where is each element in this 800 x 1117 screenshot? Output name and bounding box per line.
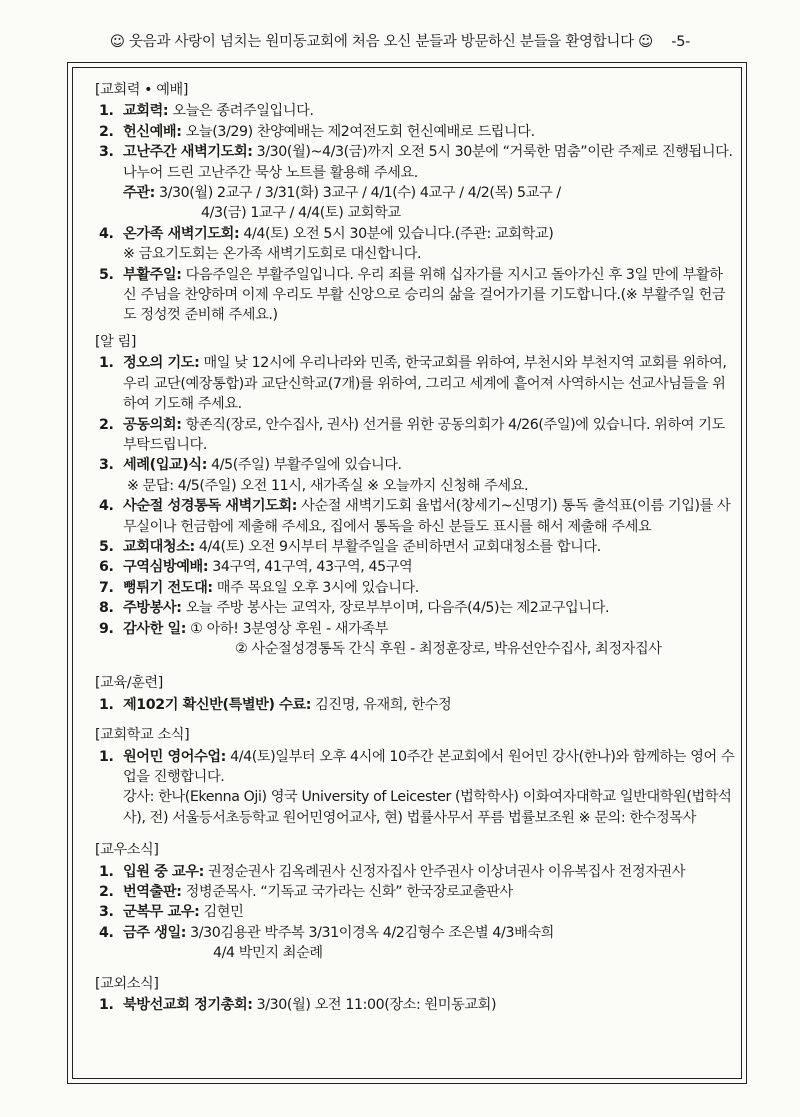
list-item <box>95 265 735 326</box>
item-text: 오늘(3/29) 찬양예배는 제2여전도회 헌신예배로 드립니다. <box>181 123 535 140</box>
header-text: ☺ 웃음과 사랑이 넘치는 원미동교회에 처음 오신 분들과 방문하신 분들을 환영합니다 ☺ <box>109 34 653 50</box>
item-text: 오늘은 종려주일입니다. <box>168 103 314 120</box>
item-text: 항존직(장로, 안수집사, 권사) 선거를 위한 공동의회가 4/26(주일)에 있습니다. 위하여 기도 부탁드립니다. <box>123 416 725 453</box>
item-text: 3/30김용관 박주복 3/31이경옥 4/2김형수 조은별 4/3배숙희 <box>186 924 554 941</box>
item-label: 교회력: <box>123 103 169 120</box>
item-number: 4. <box>99 924 114 941</box>
item-text: 매일 낮 12시에 우리나라와 민족, 한국교회를 위하여, 부천시와 부천지역 교회를 위하여, 우리 교단(예장통합)과 교단신학교(7개)를 위하여, 그리고 세계에 흩어져 사역하시는 선교사님들을 위하여 기도해 주세요. <box>123 355 727 413</box>
item-text: 4/4(토) 오전 9시부터 부활주일을 준비하면서 교회대청소를 합니다. <box>194 538 601 555</box>
item-label: 교회대청소: <box>123 538 195 555</box>
item-number: 5. <box>99 266 114 283</box>
list-item <box>95 598 735 618</box>
section-title: [교외소식] <box>95 975 159 992</box>
item-number: 6. <box>99 559 114 576</box>
section-members <box>95 840 735 963</box>
page-header <box>0 30 800 51</box>
item-label: 입원 중 교우: <box>123 863 204 880</box>
list-item <box>95 619 735 660</box>
item-number: 1. <box>99 355 114 372</box>
section-title: [교회학교 소식] <box>95 727 190 744</box>
list-item <box>95 862 735 882</box>
item-label: 제102기 확신반(특별반) 수료: <box>123 696 311 713</box>
item-note: 강사: 한나(Ekenna Oji) 영국 University of Leicester (법학학사) 이화여자대학교 일반대학원(법학석사), 전) 서울등서초등학교 원어민영어교사, 현) 법률사무서 푸름 법률보조원 ※ 문의: 한수정목사 <box>123 789 732 826</box>
section-title: [교회력 • 예배] <box>95 82 188 98</box>
item-number: 1. <box>99 863 114 880</box>
item-text: 오늘 주방 봉사는 교역자, 장로부부이며, 다음주(4/5)는 제2교구입니다. <box>181 600 610 617</box>
list-item <box>95 496 735 537</box>
list-item <box>95 537 735 557</box>
item-extra-text2: 4/3(금) 1교구 / 4/4(토) 교회학교 <box>201 205 401 222</box>
section-education <box>95 673 735 715</box>
item-label: 금주 생일: <box>123 924 187 941</box>
item-number: 5. <box>99 538 114 555</box>
section-title: [교육/훈련] <box>95 675 163 692</box>
item-note: 4/4 박민지 최순례 <box>213 945 323 962</box>
list-item <box>95 902 735 922</box>
item-text: 김현민 <box>199 904 244 921</box>
section-title: [교우소식] <box>95 842 159 859</box>
section-external <box>95 974 735 1016</box>
item-label: 북방선교회 정기총회: <box>123 997 253 1014</box>
item-text: 4/5(주일) 부활주일에 있습니다. <box>206 457 402 474</box>
list-item <box>95 142 735 224</box>
item-text: 3/30(월)~4/3(금)까지 오전 5시 30분에 “거룩한 멈춤”이란 주제로 진행됩니다. 나누어 드린 고난주간 묵상 노트를 활용해 주세요. <box>123 144 733 181</box>
list-item <box>95 995 735 1015</box>
item-text: 4/4(토)일부터 오후 4시에 10주간 본교회에서 원어민 강사(한나)와 함께하는 영어 수업을 진행합니다. <box>123 748 735 785</box>
item-text: 정병준목사. “기독교 국가라는 신화” 한국장로교출판사 <box>181 884 513 901</box>
item-label: 온가족 새벽기도회: <box>123 225 240 242</box>
item-number: 1. <box>99 997 114 1014</box>
item-number: 3. <box>99 457 114 474</box>
item-label: 부활주일: <box>123 266 182 283</box>
item-number: 4. <box>99 225 114 242</box>
item-note: ※ 문답: 4/5(주일) 오전 11시, 새가족실 ※ 오늘까지 신청해 주세요. <box>127 477 529 494</box>
item-text: 사순절 새벽기도회 율법서(창세기~신명기) 통독 출석표(이름 기입)를 사무실이나 헌금함에 제출해 주세요, 집에서 통독을 하신 분들도 표시를 해서 제출해 주세요 <box>123 498 731 535</box>
section-title: [알 림] <box>95 333 136 350</box>
item-number: 7. <box>99 579 114 596</box>
item-note: ※ 금요기도회는 온가족 새벽기도회로 대신합니다. <box>123 246 422 263</box>
item-number: 4. <box>99 498 114 515</box>
item-text: 다음주일은 부활주일입니다. 우리 죄를 위해 십자가를 지시고 돌아가신 후 3일 만에 부활하신 주님을 찬양하며 이제 우리도 부활 신앙으로 승리의 삶을 걸어가기를 기도합니다.(※ 부활주일 헌금도 정성껏 준비해 주세요.) <box>123 266 726 324</box>
item-number: 2. <box>99 416 114 433</box>
list-item <box>95 353 735 414</box>
item-label: 정오의 기도: <box>123 355 200 372</box>
list-item <box>95 455 735 496</box>
item-number: 2. <box>99 884 114 901</box>
item-text: 3/30(월) 오전 11:00(장소: 원미동교회) <box>252 997 497 1014</box>
item-label: 구역심방예배: <box>123 559 209 576</box>
item-extra-text: 3/30(월) 2교구 / 3/31(화) 3교구 / 4/1(수) 4교구 / 4/2(목) 5교구 / <box>154 185 561 202</box>
item-text: 권정순권사 김옥례권사 신정자집사 안주권사 이상녀권사 이유복집사 전정자권사 <box>203 863 686 880</box>
item-label: 번역출판: <box>123 884 182 901</box>
section-notices <box>95 332 735 660</box>
item-text: 김진명, 유재희, 한수정 <box>311 696 452 713</box>
item-text: 34구역, 41구역, 43구역, 45구역 <box>208 559 413 576</box>
item-label: 고난주간 새벽기도회: <box>123 144 253 161</box>
list-item <box>95 882 735 902</box>
item-number: 8. <box>99 600 114 617</box>
list-item <box>95 122 735 142</box>
section-school <box>95 725 735 828</box>
item-note: ② 사순절성경통독 간식 후원 - 최정훈장로, 박유선안수집사, 최정자집사 <box>235 640 662 657</box>
list-item <box>95 557 735 577</box>
bulletin-content <box>95 80 735 1015</box>
item-label: 감사한 일: <box>123 620 187 637</box>
list-item <box>95 578 735 598</box>
item-number: 1. <box>99 696 114 713</box>
item-number: 1. <box>99 748 114 765</box>
item-label: 공동의회: <box>123 416 182 433</box>
item-label: 사순절 성경통독 새벽기도회: <box>123 498 298 515</box>
item-label: 원어민 영어수업: <box>123 748 226 765</box>
item-label: 세례(입교)식: <box>123 457 207 474</box>
section-worship <box>95 80 735 326</box>
item-number: 3. <box>99 144 114 161</box>
item-number: 3. <box>99 904 114 921</box>
item-number: 2. <box>99 123 114 140</box>
list-item <box>95 747 735 829</box>
list-item <box>95 101 735 121</box>
list-item <box>95 224 735 265</box>
item-text: 4/4(토) 오전 5시 30분에 있습니다.(주관: 교회학교) <box>239 225 554 242</box>
item-label: 주방봉사: <box>123 600 182 617</box>
item-label: 뻥튀기 전도대: <box>123 579 213 596</box>
list-item <box>95 695 735 715</box>
item-text: ① 아하! 3분영상 후원 - 새가족부 <box>186 620 389 637</box>
page-number: -5- <box>671 34 691 50</box>
item-label: 군복무 교우: <box>123 904 200 921</box>
item-extra-label: 주관: <box>123 185 155 202</box>
item-number: 1. <box>99 103 114 120</box>
list-item <box>95 415 735 456</box>
item-label: 헌신예배: <box>123 123 182 140</box>
item-number: 9. <box>99 620 114 637</box>
list-item <box>95 923 735 964</box>
item-text: 매주 목요일 오후 3시에 있습니다. <box>212 579 419 596</box>
